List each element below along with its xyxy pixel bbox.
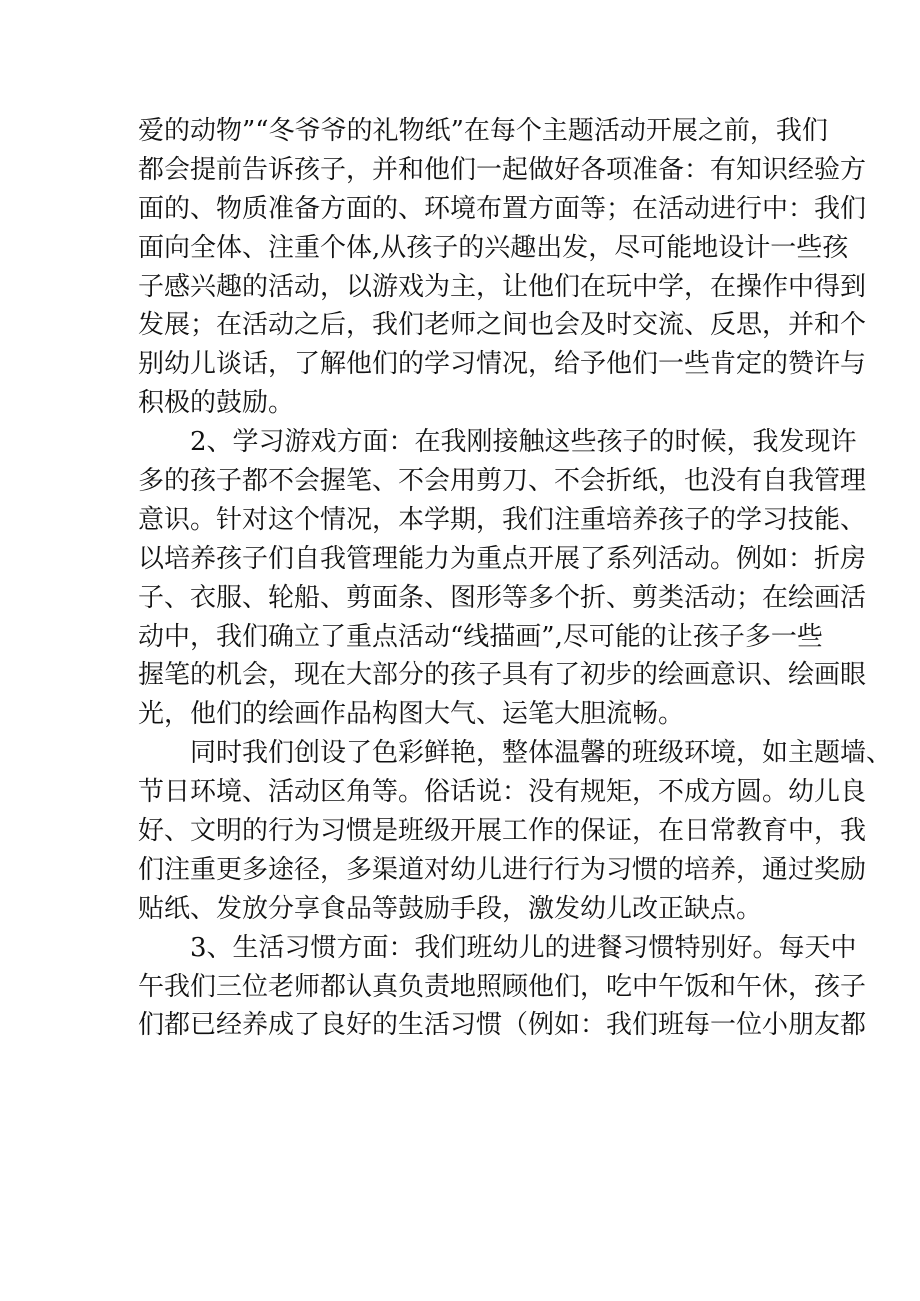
text-line: 面的、物质准备方面的、环境布置方面等；在活动进行中：我们 bbox=[138, 193, 867, 224]
text-line: 们都已经养成了良好的生活习惯（例如：我们班每一位小朋友都 bbox=[138, 1010, 867, 1041]
text-line: 多的孩子都不会握笔、不会用剪刀、不会折纸，也没有自我管理 bbox=[138, 466, 867, 497]
text-line: 光，他们的绘画作品构图大气、运笔大胆流畅。 bbox=[138, 699, 685, 730]
text-line: 意识。针对这个情况，本学期，我们注重培养孩子的学习技能、 bbox=[138, 504, 867, 535]
text-line: 好、文明的行为习惯是班级开展工作的保证，在日常教育中，我 bbox=[138, 816, 867, 847]
text-line: 爱的动物”“冬爷爷的礼物纸”在每个主题活动开展之前，我们 bbox=[138, 116, 828, 146]
text-line: 都会提前告诉孩子，并和他们一起做好各项准备：有知识经验方 bbox=[138, 154, 867, 185]
text-line: 握笔的机会，现在大部分的孩子具有了初步的绘画意识、绘画眼 bbox=[138, 660, 867, 691]
text-line: 2、学习游戏方面：在我刚接触这些孩子的时候，我发现许 bbox=[190, 427, 857, 458]
text-line: 子、衣服、轮船、剪面条、图形等多个折、剪类活动；在绘画活 bbox=[138, 582, 867, 613]
text-line: 午我们三位老师都认真负责地照顾他们，吃中午饭和午休，孩子 bbox=[138, 971, 867, 1002]
text-line: 别幼儿谈话，了解他们的学习情况，给予他们一些肯定的赞许与 bbox=[138, 349, 867, 380]
text-line: 以培养孩子们自我管理能力为重点开展了系列活动。例如：折房 bbox=[138, 543, 867, 574]
text-line: 同时我们创设了色彩鲜艳，整体温馨的班级环境，如主题墙、 bbox=[190, 738, 893, 769]
text-line: 子感兴趣的活动，以游戏为主，让他们在玩中学，在操作中得到 bbox=[138, 271, 867, 302]
text-line: 3、生活习惯方面：我们班幼儿的进餐习惯特别好。每天中 bbox=[190, 932, 857, 963]
text-line: 节日环境、活动区角等。俗话说：没有规矩，不成方圆。幼儿良 bbox=[138, 777, 867, 808]
text-line: 动中，我们确立了重点活动“线描画”,尽可能的让孩子多一些 bbox=[138, 621, 823, 652]
text-line: 面向全体、注重个体,从孩子的兴趣出发，尽可能地设计一些孩 bbox=[138, 232, 849, 263]
body-text bbox=[138, 112, 893, 1045]
text-line: 积极的鼓励。 bbox=[138, 388, 295, 419]
text-line: 贴纸、发放分享食品等鼓励手段，激发幼儿改正缺点。 bbox=[138, 893, 763, 924]
text-line: 发展；在活动之后，我们老师之间也会及时交流、反思，并和个 bbox=[138, 310, 867, 341]
text-line: 们注重更多途径，多渠道对幼儿进行行为习惯的培养，通过奖励 bbox=[138, 854, 867, 885]
